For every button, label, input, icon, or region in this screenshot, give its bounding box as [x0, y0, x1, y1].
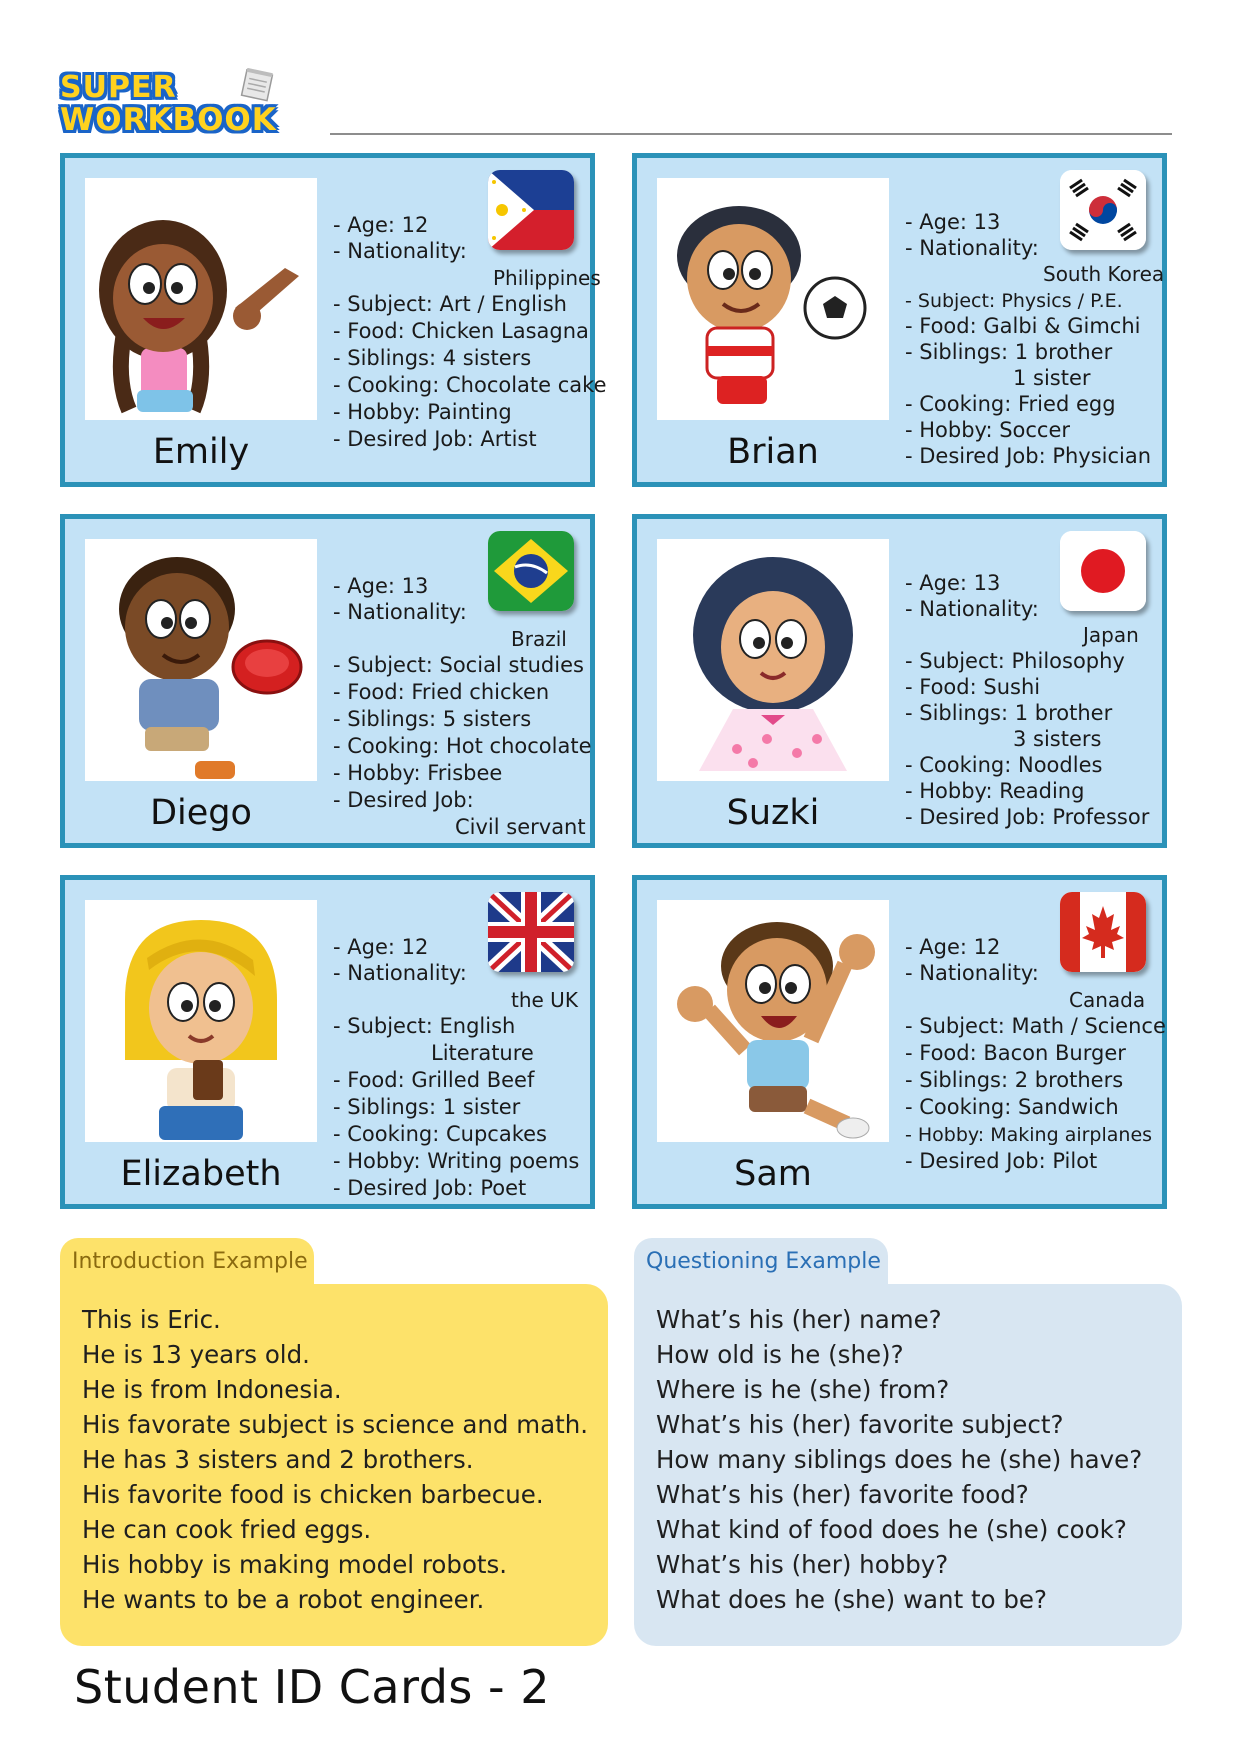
question-line: How many siblings does he (she) have?	[656, 1445, 1143, 1474]
student-photo	[85, 539, 317, 781]
student-name: Brian	[727, 432, 819, 472]
desired-job: - Desired Job:	[333, 788, 474, 812]
nationality-label: - Nationality:	[905, 961, 1039, 985]
siblings-cont: 3 sisters	[1013, 727, 1102, 751]
question-line: How old is he (she)?	[656, 1340, 904, 1369]
student-name: Sam	[734, 1154, 812, 1194]
student-name: Diego	[150, 793, 252, 833]
student-card-emily	[60, 153, 607, 487]
cooking: - Cooking: Hot chocolate	[333, 734, 592, 758]
subject: - Subject: Philosophy	[905, 649, 1125, 673]
student-card-elizabeth	[60, 875, 595, 1209]
student-info	[905, 158, 1167, 488]
question-line: Where is he (she) from?	[656, 1375, 950, 1404]
student-info	[905, 880, 1167, 1210]
nationality-value: Canada	[1069, 988, 1146, 1012]
intro-line: He is from Indonesia.	[82, 1375, 342, 1404]
intro-line: His favorite food is chicken barbecue.	[82, 1480, 544, 1509]
desired-job: - Desired Job: Poet	[333, 1176, 527, 1200]
food: - Food: Bacon Burger	[905, 1041, 1126, 1065]
logo-line-1: SUPER	[60, 70, 177, 105]
page-title: Student ID Cards - 2	[74, 1660, 550, 1714]
nationality-value: South Korea	[1043, 262, 1165, 286]
intro-line: His favorate subject is science and math.	[82, 1410, 589, 1439]
desired-job-cont: Civil servant	[455, 815, 586, 839]
nationality-label: - Nationality:	[333, 961, 467, 985]
siblings: - Siblings: 1 sister	[333, 1095, 521, 1119]
subject: - Subject: Social studies	[333, 653, 584, 677]
notepad-icon	[236, 68, 276, 102]
nationality-label: - Nationality:	[333, 239, 467, 263]
girl-illustration	[85, 178, 317, 420]
student-name: Elizabeth	[120, 1154, 282, 1194]
intro-line: He wants to be a robot engineer.	[82, 1585, 485, 1614]
introduction-example-box	[60, 1284, 608, 1646]
student-name: Suzki	[726, 793, 820, 833]
student-card-sam	[632, 875, 1167, 1209]
hobby: - Hobby: Soccer	[905, 418, 1071, 442]
student-info	[333, 158, 607, 488]
age: - Age: 12	[333, 935, 429, 959]
student-info	[333, 519, 595, 849]
nationality-label: - Nationality:	[905, 236, 1039, 260]
hobby: - Hobby: Painting	[333, 400, 512, 424]
cooking: - Cooking: Chocolate cake	[333, 373, 607, 397]
student-photo	[657, 900, 889, 1142]
question-line: What does he (she) want to be?	[656, 1585, 1047, 1614]
food: - Food: Chicken Lasagna	[333, 319, 589, 343]
siblings-cont: 1 sister	[1013, 366, 1091, 390]
siblings: - Siblings: 4 sisters	[333, 346, 532, 370]
subject: - Subject: English	[333, 1014, 516, 1038]
siblings: - Siblings: 2 brothers	[905, 1068, 1124, 1092]
intro-line: He is 13 years old.	[82, 1340, 310, 1369]
food: - Food: Grilled Beef	[333, 1068, 535, 1092]
siblings: - Siblings: 1 brother	[905, 340, 1113, 364]
age: - Age: 13	[333, 574, 429, 598]
cooking: - Cooking: Sandwich	[905, 1095, 1119, 1119]
nationality-label: - Nationality:	[905, 597, 1039, 621]
nationality-value: the UK	[511, 988, 578, 1012]
student-photo	[85, 178, 317, 420]
siblings: - Siblings: 5 sisters	[333, 707, 532, 731]
student-photo	[85, 900, 317, 1142]
desired-job: - Desired Job: Artist	[333, 427, 537, 451]
student-name: Emily	[152, 432, 250, 472]
cooking: - Cooking: Cupcakes	[333, 1122, 547, 1146]
questioning-example-box	[634, 1284, 1182, 1646]
student-card-brian	[632, 153, 1167, 487]
food: - Food: Sushi	[905, 675, 1041, 699]
desired-job: - Desired Job: Professor	[905, 805, 1150, 829]
student-photo	[657, 178, 889, 420]
question-line: What kind of food does he (she) cook?	[656, 1515, 1127, 1544]
boy-jumping-illustration	[657, 900, 889, 1142]
student-card-suzki	[632, 514, 1167, 848]
girl-sitting-illustration	[657, 539, 889, 781]
age: - Age: 13	[905, 210, 1001, 234]
boy-soccer-illustration	[657, 178, 889, 420]
age: - Age: 13	[905, 571, 1001, 595]
subject-cont: Literature	[431, 1041, 534, 1065]
boy-frisbee-illustration	[85, 539, 317, 781]
cooking: - Cooking: Fried egg	[905, 392, 1116, 416]
subject: - Subject: Art / English	[333, 292, 567, 316]
desired-job: - Desired Job: Physician	[905, 444, 1152, 468]
food: - Food: Galbi & Gimchi	[905, 314, 1141, 338]
nationality-label: - Nationality:	[333, 600, 467, 624]
header-rule	[330, 133, 1172, 135]
question-line: What’s his (her) name?	[656, 1305, 942, 1334]
student-info	[905, 519, 1167, 849]
student-info	[333, 880, 595, 1210]
nationality-value: Japan	[1083, 623, 1139, 647]
student-photo	[657, 539, 889, 781]
siblings: - Siblings: 1 brother	[905, 701, 1113, 725]
hobby: - Hobby: Frisbee	[333, 761, 503, 785]
subject: - Subject: Math / Science	[905, 1014, 1166, 1038]
food: - Food: Fried chicken	[333, 680, 550, 704]
desired-job: - Desired Job: Pilot	[905, 1149, 1098, 1173]
question-line: What’s his (her) favorite subject?	[656, 1410, 1064, 1439]
intro-line: This is Eric.	[82, 1305, 221, 1334]
hobby: - Hobby: Writing poems	[333, 1149, 580, 1173]
introduction-example-title: Introduction Example	[60, 1238, 314, 1294]
intro-line: He has 3 sisters and 2 brothers.	[82, 1445, 474, 1474]
age: - Age: 12	[333, 213, 429, 237]
super-workbook-logo	[60, 68, 320, 142]
logo-line-2: WORKBOOK	[60, 102, 277, 138]
age: - Age: 12	[905, 935, 1001, 959]
intro-line: His hobby is making model robots.	[82, 1550, 508, 1579]
girl-book-illustration	[85, 900, 317, 1142]
nationality-value: Brazil	[511, 627, 567, 651]
question-line: What’s his (her) hobby?	[656, 1550, 949, 1579]
hobby: - Hobby: Reading	[905, 779, 1085, 803]
question-line: What’s his (her) favorite food?	[656, 1480, 1029, 1509]
student-card-diego	[60, 514, 595, 848]
questioning-example-title: Questioning Example	[634, 1238, 888, 1294]
nationality-value: Philippines	[493, 266, 601, 290]
hobby: - Hobby: Making airplanes	[905, 1124, 1153, 1146]
cooking: - Cooking: Noodles	[905, 753, 1103, 777]
intro-line: He can cook fried eggs.	[82, 1515, 372, 1544]
subject: - Subject: Physics / P.E.	[905, 290, 1123, 312]
